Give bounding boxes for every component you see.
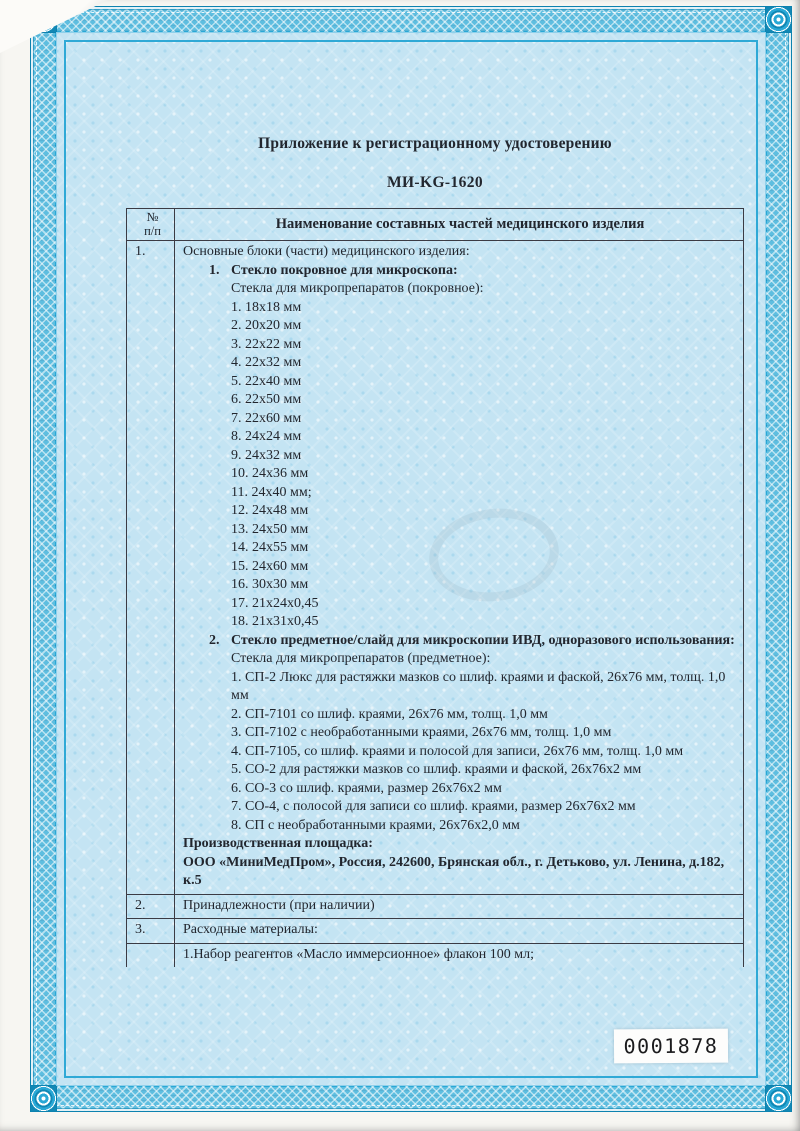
list-item: 8. СП с необработанными краями, 26х76х2,0 мм: [231, 817, 520, 833]
list-item: 1. 18х18 мм: [231, 299, 302, 315]
header-name-cell: Наименование составных частей медицинского изделия: [275, 216, 645, 233]
list-item: 7. 22х60 мм: [231, 410, 302, 426]
list-item: 6. СО-3 со шлиф. краями, размер 26х76х2 мм: [231, 780, 502, 796]
row3-text: Расходные материалы:: [183, 922, 318, 937]
row4-text: 1.Набор реагентов «Масло иммерсионное» флакон 100 мл;: [183, 946, 534, 962]
document-number: МИ-KG-1620: [386, 174, 484, 191]
list-item: 14. 24х55 мм: [231, 540, 309, 555]
list-item: 4. 22х32 мм: [231, 355, 302, 370]
border-rosette-icon: [765, 1085, 792, 1112]
table-row-2: [127, 895, 743, 920]
header-num-label: п/п: [144, 224, 161, 238]
list-item: 17. 21х24х0,45: [231, 595, 319, 611]
list-item: 8. 24х24 мм: [231, 429, 302, 444]
slide-glass-list: [183, 669, 737, 836]
section1-marker: 1.: [209, 262, 220, 278]
list-item: 13. 24х50 мм: [231, 521, 309, 537]
row3-num: 3.: [127, 919, 175, 943]
certificate-paper: [56, 32, 766, 1086]
section2-title-text: Стекло предметное/слайд для микроскопии ИВД, одноразового использования:: [231, 632, 735, 648]
list-item: 12. 24х48 мм: [231, 503, 309, 518]
list-item: 11. 24х40 мм;: [231, 484, 312, 500]
list-item: 4. СП-7105, со шлиф. краями и полосой для записи, 26х76 мм, толщ. 1,0 мм: [231, 743, 684, 759]
list-item: 9. 24х32 мм: [231, 447, 302, 463]
header-num-cell: [127, 209, 175, 240]
table-row-4: [127, 944, 743, 968]
row1-content: [175, 241, 743, 894]
list-item: 5. 22х40 мм: [231, 373, 302, 389]
header-num-symbol: №: [146, 210, 159, 224]
row2-text: Принадлежности (при наличии): [183, 897, 375, 913]
section1-title: [183, 262, 737, 281]
list-item: 5. СО-2 для растяжки мазков со шлиф. краями и фаской, 26х76х2 мм: [231, 762, 642, 777]
components-table: [126, 208, 744, 967]
border-rosette-icon: [765, 6, 792, 33]
serial-number-stamp: 0001878: [614, 1029, 728, 1064]
list-item: 16. 30х30 мм: [231, 577, 309, 592]
section1-subtitle: Стекла для микропрепаратов (покровное):: [231, 281, 484, 296]
certificate-content: [126, 33, 744, 967]
list-item: 6. 22х50 мм: [231, 392, 302, 407]
list-item: 2. 20х20 мм: [231, 318, 302, 333]
list-item: 2. СП-7101 со шлиф. краями, 26х76 мм, толщ. 1,0 мм: [231, 706, 548, 722]
production-site-address: ООО «МиниМедПром», Россия, 242600, Брянская обл., г. Детьково, ул. Ленина, д.182, к.5: [183, 854, 725, 888]
row4-num: [127, 944, 175, 968]
cover-glass-list: [183, 299, 737, 632]
list-item: 18. 21х31х0,45: [231, 614, 319, 629]
list-item: 3. 22х22 мм: [231, 336, 302, 352]
section1-title-text: Стекло покровное для микроскопа:: [231, 262, 458, 278]
section2-subtitle: Стекла для микропрепаратов (предметное):: [231, 651, 491, 666]
section2-marker: 2.: [209, 632, 220, 648]
list-item: 7. СО-4, с полосой для записи со шлиф. краями, размер 26х76х2 мм: [231, 799, 636, 814]
list-item: 3. СП-7102 с необработанными краями, 26х76 мм, толщ. 1,0 мм: [231, 725, 612, 740]
row2-num: 2.: [127, 895, 175, 919]
list-item: 15. 24х60 мм: [231, 558, 309, 574]
list-item: 1. СП-2 Люкс для растяжки мазков со шлиф. краями и фаской, 26х76 мм, толщ. 1,0 мм: [231, 669, 726, 703]
border-rosette-icon: [30, 1085, 57, 1112]
document-title: Приложение к регистрационному удостоверению: [258, 135, 612, 152]
row1-num: 1.: [127, 241, 175, 894]
production-site-label: Производственная площадка:: [183, 836, 373, 851]
row1-intro: Основные блоки (части) медицинского изделия:: [183, 244, 470, 259]
table-row-3: [127, 919, 743, 944]
table-row-1: [127, 241, 743, 895]
list-item: 10. 24х36 мм: [231, 466, 309, 481]
table-header-row: [127, 209, 743, 241]
section2-title: [183, 632, 737, 651]
